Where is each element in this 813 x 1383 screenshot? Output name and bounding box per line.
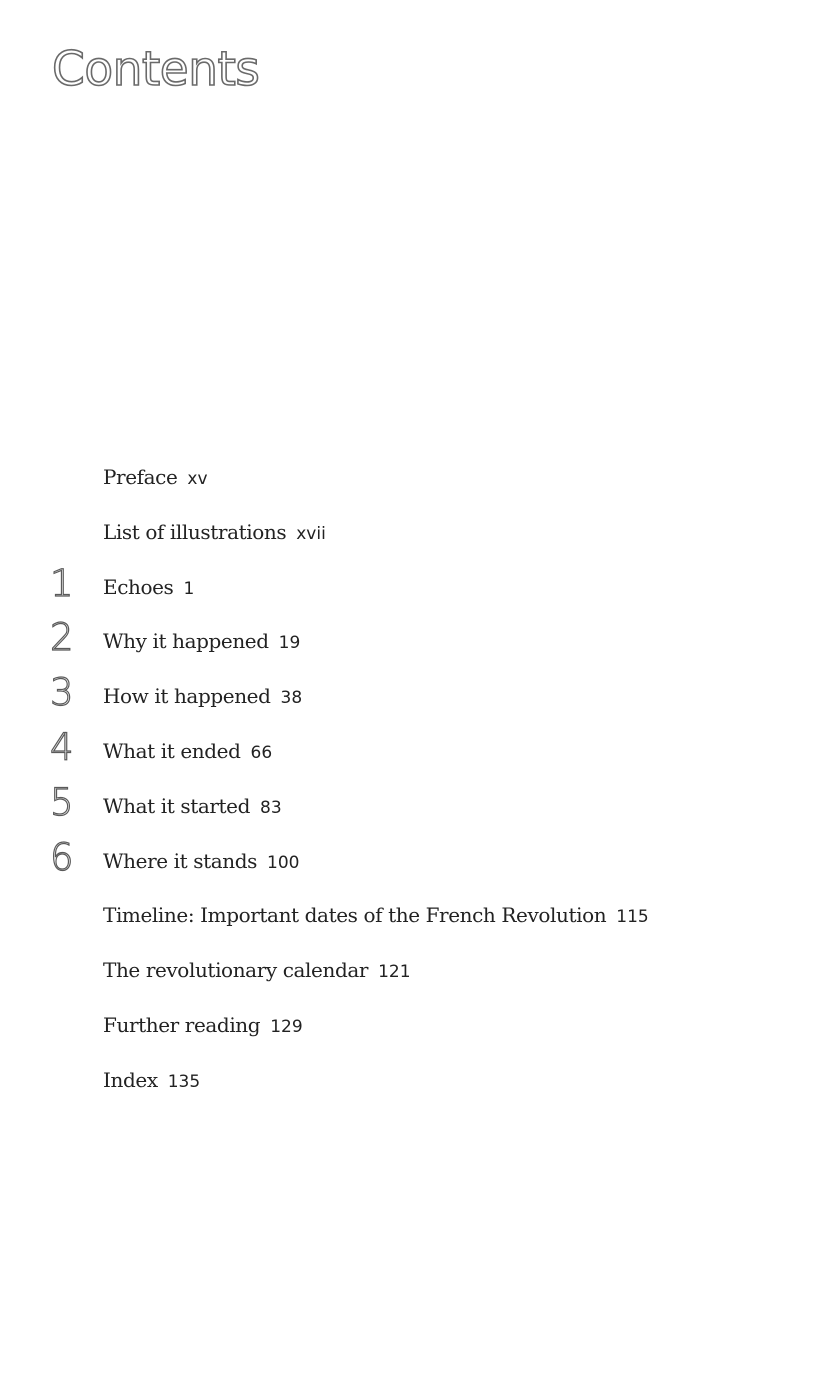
toc-entry [103,574,195,599]
toc-entry-page: 38 [280,688,303,709]
toc-entry-further-reading[interactable] [0,1001,813,1056]
toc-entry-title: List of illustrations [103,519,287,544]
toc-entry-title: Index [103,1067,158,1092]
toc-entry-page: 121 [378,962,411,983]
toc-entry-index[interactable] [0,1056,813,1111]
toc-entry-page: xvii [296,523,326,544]
chapter-number: 4 [50,725,74,769]
toc-entry [103,738,273,763]
toc-entry-page: 83 [260,797,282,818]
toc-entry-revolutionary-calendar[interactable] [0,946,813,1001]
toc-entry-page: 115 [616,907,649,928]
toc-entry-page: 19 [278,633,301,654]
toc-entry-chapter-2[interactable] [0,617,813,672]
toc-entry [103,793,282,818]
toc-entry-chapter-6[interactable] [0,837,813,892]
toc-entry [103,686,302,707]
toc-entry [103,1067,201,1092]
chapter-number: 2 [50,616,74,660]
toc-entry-title: Where it stands [103,848,257,873]
toc-entry [103,1012,303,1037]
chapter-number: 6 [50,835,74,879]
page-title: Contents [52,42,260,97]
toc-entry-list-of-illustrations[interactable] [0,508,813,563]
toc-entry-title: Why it happened [103,629,269,654]
toc-entry-title: What it started [103,793,251,818]
toc-entry-preface[interactable] [0,453,813,508]
chapter-number: 5 [50,780,74,824]
toc-entry-title: Further reading [103,1012,261,1037]
toc-entry [103,631,300,652]
toc-entry [103,519,326,544]
toc-entry-title: How it happened [103,684,271,709]
toc-entry [103,848,300,873]
toc-entry-chapter-5[interactable] [0,782,813,837]
toc-entry-title: Preface [103,465,178,489]
chapter-number: 1 [50,561,74,605]
toc-entry-page: xv [187,469,208,489]
toc-entry [103,905,649,926]
table-of-contents [0,453,813,1111]
toc-entry-timeline[interactable] [0,891,813,946]
toc-entry-chapter-3[interactable] [0,672,813,727]
toc-entry [103,467,208,488]
toc-entry [103,960,411,981]
toc-entry-title: Echoes [103,574,174,599]
toc-entry-page: 66 [250,742,273,763]
toc-entry-title: What it ended [103,738,241,763]
chapter-number: 3 [50,671,74,715]
toc-entry-title: Timeline: Important dates of the French Revolution [103,903,607,928]
toc-entry-page: 100 [267,852,300,873]
toc-entry-chapter-4[interactable] [0,727,813,782]
toc-entry-chapter-1[interactable] [0,563,813,618]
toc-entry-title: The revolutionary calendar [103,958,369,983]
toc-entry-page: 1 [183,578,195,599]
toc-entry-page: 129 [270,1016,303,1037]
toc-entry-page: 135 [167,1071,201,1092]
